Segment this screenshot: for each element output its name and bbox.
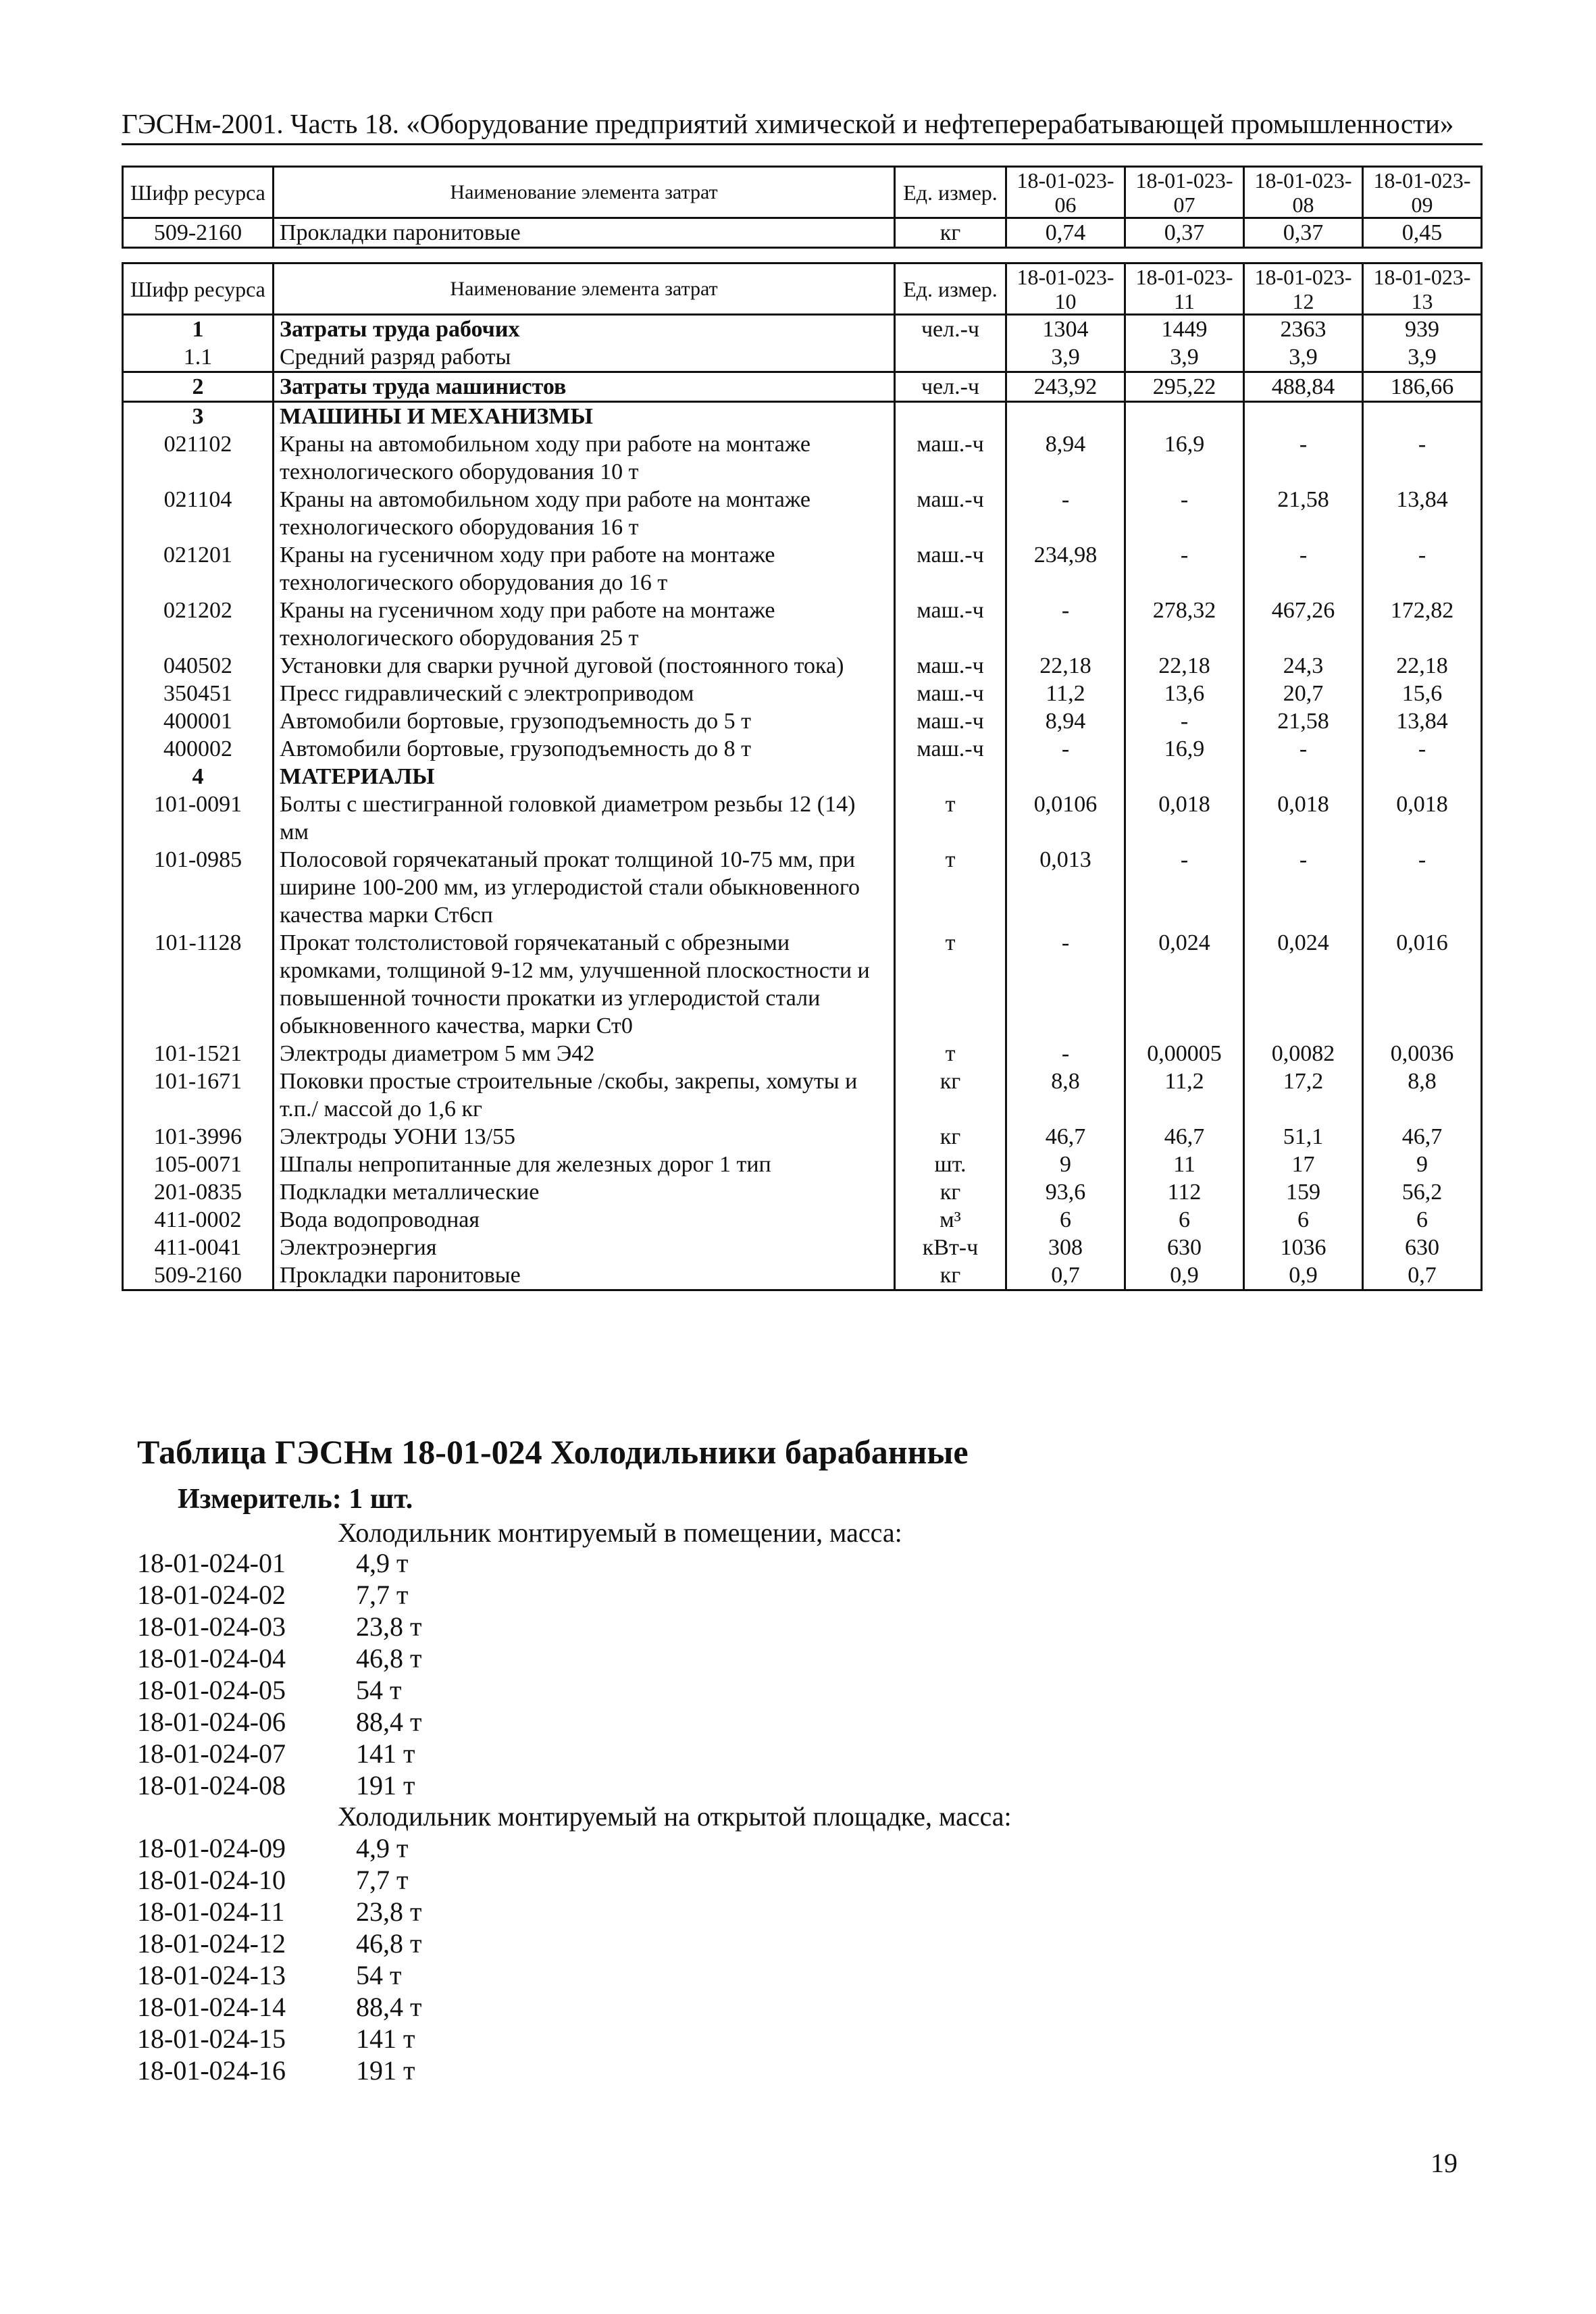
value-cell: - xyxy=(1006,597,1125,652)
col-header: 18-01-023-10 xyxy=(1006,263,1125,315)
value-cell: - xyxy=(1244,735,1363,763)
value-cell: 0,74 xyxy=(1006,218,1125,248)
col-code-header: Шифр ресурса xyxy=(123,263,274,315)
spec-code: 18-01-024-14 xyxy=(137,1992,286,2022)
value-cell: 0,37 xyxy=(1244,218,1363,248)
resource-unit: кг xyxy=(895,1261,1006,1290)
value-cell: 0,018 xyxy=(1125,790,1244,846)
resource-unit: т xyxy=(895,929,1006,1040)
value-cell: 15,6 xyxy=(1363,680,1482,707)
table-row xyxy=(123,1206,1482,1234)
resource-code: 101-0985 xyxy=(123,846,274,929)
spec-code: 18-01-024-15 xyxy=(137,2023,286,2054)
resource-unit: чел.-ч xyxy=(895,372,1006,402)
spec-code: 18-01-024-16 xyxy=(137,2055,286,2086)
value-cell xyxy=(1006,402,1125,431)
resource-code: 101-1671 xyxy=(123,1067,274,1123)
value-cell: 8,94 xyxy=(1006,430,1125,486)
value-cell: - xyxy=(1363,846,1482,929)
value-cell: 630 xyxy=(1363,1234,1482,1261)
group-title: Холодильник монтируемый на открытой площадке, масса: xyxy=(338,1801,1012,1832)
col-unit-header: Ед. измер. xyxy=(895,263,1006,315)
value-cell: - xyxy=(1244,541,1363,597)
value-cell: 16,9 xyxy=(1125,430,1244,486)
value-cell: 11,2 xyxy=(1125,1067,1244,1123)
spec-code: 18-01-024-02 xyxy=(137,1580,286,1610)
spec-code: 18-01-024-06 xyxy=(137,1707,286,1737)
table-row xyxy=(123,929,1482,1040)
table-row xyxy=(123,790,1482,846)
spec-value: 4,9 т xyxy=(356,1833,409,1863)
resource-name: Электроды УОНИ 13/55 xyxy=(274,1123,895,1151)
col-header: 18-01-023-12 xyxy=(1244,263,1363,315)
resource-code: 101-0091 xyxy=(123,790,274,846)
resource-unit: кг xyxy=(895,218,1006,248)
spec-value: 23,8 т xyxy=(356,1896,422,1927)
resource-name: Электроды диаметром 5 мм Э42 xyxy=(274,1040,895,1067)
resource-unit: т xyxy=(895,846,1006,929)
resource-name: Затраты труда машинистов xyxy=(274,372,895,402)
value-cell: 9 xyxy=(1363,1151,1482,1178)
resource-code: 4 xyxy=(123,763,274,790)
table-row xyxy=(123,218,1482,248)
value-cell: 8,8 xyxy=(1363,1067,1482,1123)
resource-name: Шпалы непропитанные для железных дорог 1 тип xyxy=(274,1151,895,1178)
spec-value: 7,7 т xyxy=(356,1580,409,1610)
resource-code: 3 xyxy=(123,402,274,431)
value-cell: 278,32 xyxy=(1125,597,1244,652)
value-cell: 20,7 xyxy=(1244,680,1363,707)
table-row xyxy=(123,315,1482,344)
resource-code: 021201 xyxy=(123,541,274,597)
value-cell xyxy=(1125,763,1244,790)
value-cell xyxy=(1006,763,1125,790)
resource-unit: маш.-ч xyxy=(895,707,1006,735)
resource-name: Краны на автомобильном ходу при работе на монтаже технологического оборудования 10 т xyxy=(274,430,895,486)
value-cell: - xyxy=(1006,1040,1125,1067)
col-name-header: Наименование элемента затрат xyxy=(274,167,895,218)
value-cell: 8,8 xyxy=(1006,1067,1125,1123)
spec-value: 46,8 т xyxy=(356,1928,422,1959)
table-row xyxy=(123,1067,1482,1123)
spec-value: 191 т xyxy=(356,1770,415,1801)
value-cell: 0,9 xyxy=(1244,1261,1363,1290)
resource-code: 101-1521 xyxy=(123,1040,274,1067)
value-cell: 9 xyxy=(1006,1151,1125,1178)
resource-unit: кг xyxy=(895,1067,1006,1123)
value-cell: 159 xyxy=(1244,1178,1363,1206)
value-cell: 295,22 xyxy=(1125,372,1244,402)
value-cell: 308 xyxy=(1006,1234,1125,1261)
col-unit-header: Ед. измер. xyxy=(895,167,1006,218)
value-cell: 21,58 xyxy=(1244,707,1363,735)
spec-value: 54 т xyxy=(356,1675,402,1705)
value-cell: 6 xyxy=(1006,1206,1125,1234)
resource-name: Установки для сварки ручной дуговой (постоянного тока) xyxy=(274,652,895,680)
resource-name: МАТЕРИАЛЫ xyxy=(274,763,895,790)
spec-code: 18-01-024-07 xyxy=(137,1738,286,1769)
value-cell: 630 xyxy=(1125,1234,1244,1261)
resource-unit xyxy=(895,402,1006,431)
spec-code: 18-01-024-03 xyxy=(137,1611,286,1642)
resource-unit: кг xyxy=(895,1123,1006,1151)
spec-code: 18-01-024-09 xyxy=(137,1833,286,1863)
value-cell: 24,3 xyxy=(1244,652,1363,680)
table-row xyxy=(123,402,1482,431)
value-cell: - xyxy=(1125,707,1244,735)
resource-unit: кВт-ч xyxy=(895,1234,1006,1261)
table-row xyxy=(123,430,1482,486)
table-row xyxy=(123,680,1482,707)
spec-value: 46,8 т xyxy=(356,1643,422,1674)
value-cell: 243,92 xyxy=(1006,372,1125,402)
spec-code: 18-01-024-05 xyxy=(137,1675,286,1705)
value-cell: 1449 xyxy=(1125,315,1244,344)
measure-unit: Измеритель: 1 шт. xyxy=(178,1484,413,1515)
value-cell: 0,0106 xyxy=(1006,790,1125,846)
table-row xyxy=(123,1234,1482,1261)
resource-name: Краны на гусеничном ходу при работе на монтаже технологического оборудования до 16 т xyxy=(274,541,895,597)
table-row xyxy=(123,707,1482,735)
resource-code: 1.1 xyxy=(123,343,274,372)
value-cell: 3,9 xyxy=(1125,343,1244,372)
value-cell: 16,9 xyxy=(1125,735,1244,763)
table-row xyxy=(123,735,1482,763)
resource-unit: кг xyxy=(895,1178,1006,1206)
value-cell: 46,7 xyxy=(1125,1123,1244,1151)
value-cell: 13,84 xyxy=(1363,486,1482,541)
table-row xyxy=(123,1261,1482,1290)
value-cell: 17,2 xyxy=(1244,1067,1363,1123)
resource-name: Поковки простые строительные /скобы, закрепы, хомуты и т.п./ массой до 1,6 кг xyxy=(274,1067,895,1123)
resource-name: Прокладки паронитовые xyxy=(274,1261,895,1290)
value-cell: 3,9 xyxy=(1244,343,1363,372)
resource-name: Автомобили бортовые, грузоподъемность до 5 т xyxy=(274,707,895,735)
value-cell: 11 xyxy=(1125,1151,1244,1178)
spec-code: 18-01-024-10 xyxy=(137,1865,286,1895)
value-cell: 0,018 xyxy=(1244,790,1363,846)
resource-unit: м³ xyxy=(895,1206,1006,1234)
page-header: ГЭСНм-2001. Часть 18. «Оборудование предприятий химической и нефтеперерабатывающей промышленности» xyxy=(122,107,1483,145)
spec-value: 88,4 т xyxy=(356,1992,422,2022)
value-cell: - xyxy=(1244,430,1363,486)
col-name-header: Наименование элемента затрат xyxy=(274,263,895,315)
value-cell: - xyxy=(1363,735,1482,763)
spec-value: 7,7 т xyxy=(356,1865,409,1895)
table-row xyxy=(123,1151,1482,1178)
value-cell: 0,024 xyxy=(1125,929,1244,1040)
resource-code: 1 xyxy=(123,315,274,344)
value-cell: - xyxy=(1006,486,1125,541)
value-cell: 46,7 xyxy=(1006,1123,1125,1151)
resource-code: 411-0002 xyxy=(123,1206,274,1234)
spec-value: 141 т xyxy=(356,2023,415,2054)
resource-code: 400002 xyxy=(123,735,274,763)
resource-code: 105-0071 xyxy=(123,1151,274,1178)
value-cell: 22,18 xyxy=(1006,652,1125,680)
resource-code: 201-0835 xyxy=(123,1178,274,1206)
resource-code: 411-0041 xyxy=(123,1234,274,1261)
value-cell xyxy=(1363,763,1482,790)
resource-code: 021104 xyxy=(123,486,274,541)
resource-name: Средний разряд работы xyxy=(274,343,895,372)
resource-unit: маш.-ч xyxy=(895,430,1006,486)
table-row xyxy=(123,652,1482,680)
value-cell: 17 xyxy=(1244,1151,1363,1178)
resource-code: 101-3996 xyxy=(123,1123,274,1151)
col-header: 18-01-023-06 xyxy=(1006,167,1125,218)
value-cell: 6 xyxy=(1125,1206,1244,1234)
value-cell: - xyxy=(1244,846,1363,929)
value-cell: 0,00005 xyxy=(1125,1040,1244,1067)
resource-name: Краны на гусеничном ходу при работе на монтаже технологического оборудования 25 т xyxy=(274,597,895,652)
value-cell: 13,6 xyxy=(1125,680,1244,707)
resource-unit: т xyxy=(895,1040,1006,1067)
resource-unit: маш.-ч xyxy=(895,680,1006,707)
table-row xyxy=(123,1040,1482,1067)
resource-name: Затраты труда рабочих xyxy=(274,315,895,344)
value-cell: 172,82 xyxy=(1363,597,1482,652)
value-cell: 0,013 xyxy=(1006,846,1125,929)
col-header: 18-01-023-11 xyxy=(1125,263,1244,315)
table-row xyxy=(123,486,1482,541)
value-cell: 0,7 xyxy=(1006,1261,1125,1290)
resource-name: МАШИНЫ И МЕХАНИЗМЫ xyxy=(274,402,895,431)
value-cell: 467,26 xyxy=(1244,597,1363,652)
resource-code: 101-1128 xyxy=(123,929,274,1040)
spec-code: 18-01-024-08 xyxy=(137,1770,286,1801)
value-cell: 93,6 xyxy=(1006,1178,1125,1206)
value-cell: 0,45 xyxy=(1363,218,1482,248)
col-header: 18-01-023-13 xyxy=(1363,263,1482,315)
col-header: 18-01-023-09 xyxy=(1363,167,1482,218)
value-cell: - xyxy=(1125,846,1244,929)
value-cell: 0,016 xyxy=(1363,929,1482,1040)
value-cell: 0,37 xyxy=(1125,218,1244,248)
resource-unit: маш.-ч xyxy=(895,597,1006,652)
table-row xyxy=(123,372,1482,402)
table-row xyxy=(123,541,1482,597)
value-cell: 939 xyxy=(1363,315,1482,344)
page-number: 19 xyxy=(1431,2148,1458,2178)
spec-value: 141 т xyxy=(356,1738,415,1769)
resource-name: Пресс гидравлический с электроприводом xyxy=(274,680,895,707)
value-cell: - xyxy=(1363,430,1482,486)
value-cell: 0,9 xyxy=(1125,1261,1244,1290)
group-title: Холодильник монтируемый в помещении, масса: xyxy=(338,1517,902,1548)
value-cell: 488,84 xyxy=(1244,372,1363,402)
value-cell xyxy=(1363,402,1482,431)
resource-name: Вода водопроводная xyxy=(274,1206,895,1234)
resource-code: 400001 xyxy=(123,707,274,735)
spec-value: 88,4 т xyxy=(356,1707,422,1737)
col-code-header: Шифр ресурса xyxy=(123,167,274,218)
resource-name: Подкладки металлические xyxy=(274,1178,895,1206)
value-cell: 22,18 xyxy=(1363,652,1482,680)
value-cell: - xyxy=(1006,735,1125,763)
spec-code: 18-01-024-11 xyxy=(137,1896,285,1927)
value-cell: 22,18 xyxy=(1125,652,1244,680)
value-cell xyxy=(1244,763,1363,790)
value-cell: 8,94 xyxy=(1006,707,1125,735)
value-cell: - xyxy=(1006,929,1125,1040)
resource-name: Автомобили бортовые, грузоподъемность до 8 т xyxy=(274,735,895,763)
resource-table-2 xyxy=(122,262,1483,1291)
value-cell: 186,66 xyxy=(1363,372,1482,402)
value-cell: 2363 xyxy=(1244,315,1363,344)
value-cell: 3,9 xyxy=(1363,343,1482,372)
table-row xyxy=(123,846,1482,929)
spec-value: 54 т xyxy=(356,1960,402,1990)
resource-name: Болты с шестигранной головкой диаметром резьбы 12 (14) мм xyxy=(274,790,895,846)
resource-unit xyxy=(895,763,1006,790)
value-cell: 234,98 xyxy=(1006,541,1125,597)
resource-unit: шт. xyxy=(895,1151,1006,1178)
col-header: 18-01-023-08 xyxy=(1244,167,1363,218)
value-cell: 0,0082 xyxy=(1244,1040,1363,1067)
table-row xyxy=(123,1123,1482,1151)
value-cell: 6 xyxy=(1363,1206,1482,1234)
resource-code: 509-2160 xyxy=(123,218,274,248)
value-cell: 1036 xyxy=(1244,1234,1363,1261)
value-cell: 3,9 xyxy=(1006,343,1125,372)
resource-unit: маш.-ч xyxy=(895,735,1006,763)
resource-code: 021102 xyxy=(123,430,274,486)
value-cell: 51,1 xyxy=(1244,1123,1363,1151)
value-cell: 0,0036 xyxy=(1363,1040,1482,1067)
table-row xyxy=(123,1178,1482,1206)
value-cell: 0,024 xyxy=(1244,929,1363,1040)
resource-name: Краны на автомобильном ходу при работе на монтаже технологического оборудования 16 т xyxy=(274,486,895,541)
value-cell: 6 xyxy=(1244,1206,1363,1234)
value-cell: 46,7 xyxy=(1363,1123,1482,1151)
spec-code: 18-01-024-13 xyxy=(137,1960,286,1990)
col-header: 18-01-023-07 xyxy=(1125,167,1244,218)
resource-unit: чел.-ч xyxy=(895,315,1006,344)
value-cell: 0,7 xyxy=(1363,1261,1482,1290)
resource-name: Электроэнергия xyxy=(274,1234,895,1261)
spec-code: 18-01-024-04 xyxy=(137,1643,286,1674)
resource-unit: маш.-ч xyxy=(895,652,1006,680)
resource-unit: маш.-ч xyxy=(895,541,1006,597)
value-cell: 1304 xyxy=(1006,315,1125,344)
value-cell: - xyxy=(1125,486,1244,541)
resource-code: 021202 xyxy=(123,597,274,652)
spec-value: 23,8 т xyxy=(356,1611,422,1642)
spec-value: 191 т xyxy=(356,2055,415,2086)
table-row xyxy=(123,343,1482,372)
resource-name: Прокладки паронитовые xyxy=(274,218,895,248)
resource-code: 2 xyxy=(123,372,274,402)
value-cell: 56,2 xyxy=(1363,1178,1482,1206)
resource-unit xyxy=(895,343,1006,372)
resource-unit: т xyxy=(895,790,1006,846)
spec-value: 4,9 т xyxy=(356,1548,409,1578)
table-row xyxy=(123,597,1482,652)
value-cell: 13,84 xyxy=(1363,707,1482,735)
value-cell: 21,58 xyxy=(1244,486,1363,541)
value-cell xyxy=(1125,402,1244,431)
resource-code: 350451 xyxy=(123,680,274,707)
value-cell: 112 xyxy=(1125,1178,1244,1206)
resource-name: Полосовой горячекатаный прокат толщиной 10-75 мм, при ширине 100-200 мм, из углеродистой стали обыкновенного качества марки Ст6сп xyxy=(274,846,895,929)
value-cell: - xyxy=(1363,541,1482,597)
resource-table-1 xyxy=(122,166,1483,249)
resource-code: 040502 xyxy=(123,652,274,680)
resource-code: 509-2160 xyxy=(123,1261,274,1290)
value-cell xyxy=(1244,402,1363,431)
spec-code: 18-01-024-01 xyxy=(137,1548,286,1578)
table-title: Таблица ГЭСНм 18-01-024 Холодильники барабанные xyxy=(137,1433,969,1471)
value-cell: 0,018 xyxy=(1363,790,1482,846)
spec-code: 18-01-024-12 xyxy=(137,1928,286,1959)
table-row xyxy=(123,763,1482,790)
value-cell: 11,2 xyxy=(1006,680,1125,707)
value-cell: - xyxy=(1125,541,1244,597)
resource-unit: маш.-ч xyxy=(895,486,1006,541)
resource-name: Прокат толстолистовой горячекатаный с обрезными кромками, толщиной 9-12 мм, улучшенной плоскостности и повышенной точности прокатки из углеродистой стали обыкновенного качества, марки Ст0 xyxy=(274,929,895,1040)
